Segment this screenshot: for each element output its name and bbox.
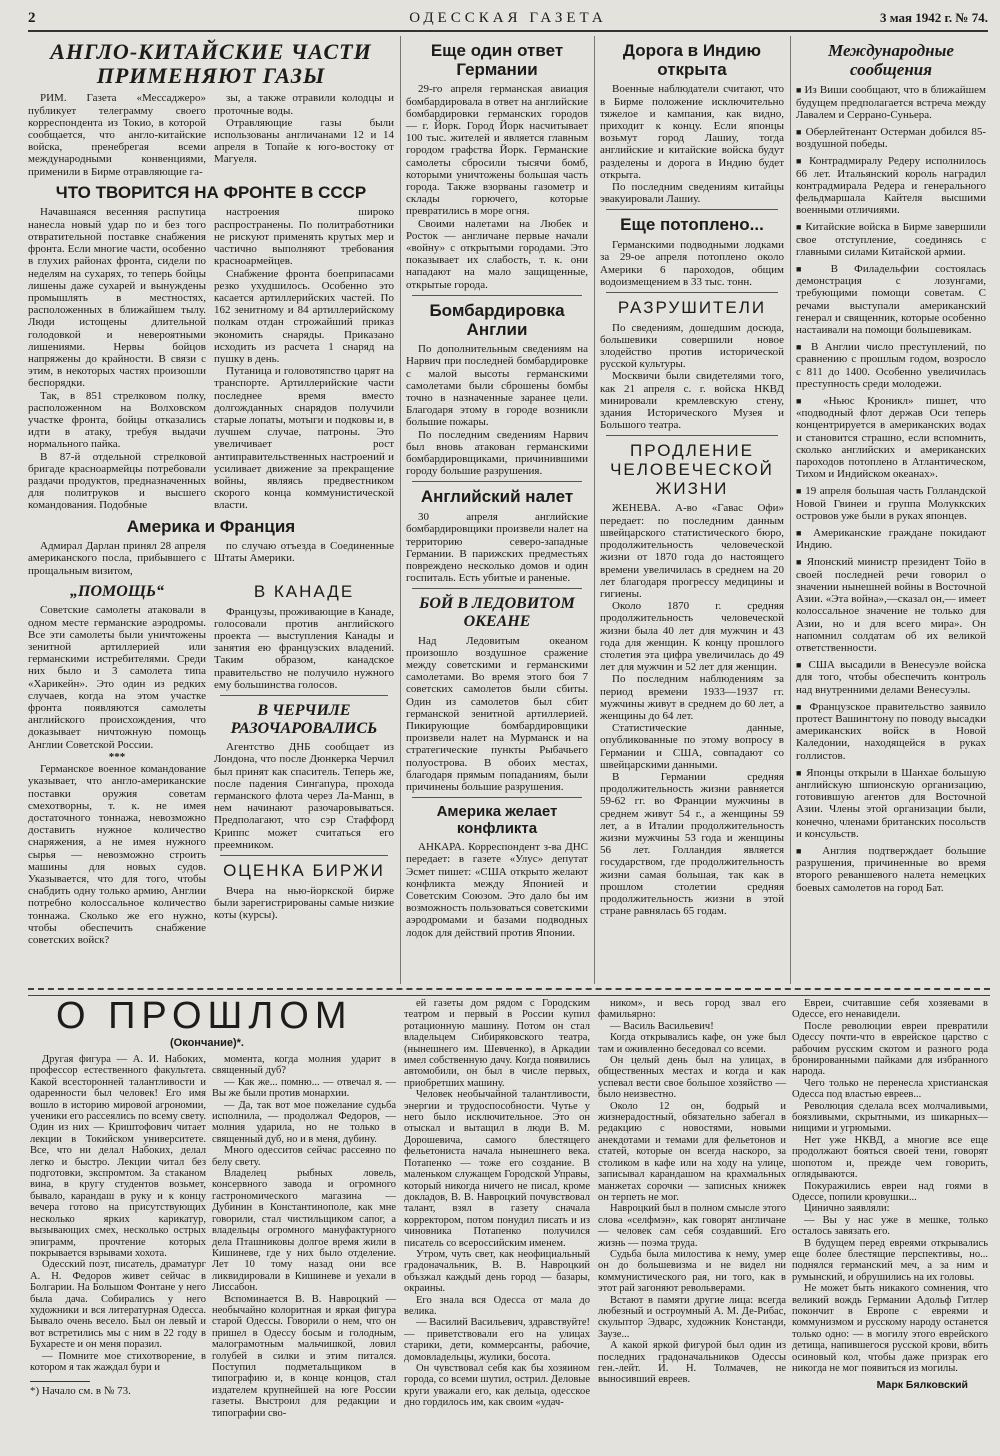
paragraph: В 87-й отдельной стрелковой бригаде красноармейцы потребовали раздачи продуктов, предназначенных для политруков и высшего командования. Подобные — [28, 450, 206, 512]
paragraph: РИМ. Газета «Мессаджеро» публикует телеграмму своего корреспондента из Токио, в которой сообщается, что англо-китайские войска, пренебрегая всеми международными конвенциями, применили в Бирме отравляющие га- — [28, 92, 206, 178]
paragraph: Другая фигура — А. И. Набоких, профессор естественного факультета. Какой всесторонней талантливости и одаренности был человек! Его имя вошло в историю мировой агрономии, ученики его рассеялись по всему свету. Один из них — Криштофович читает лекции в Токийском университете. Все, что ни делал Набоких, делал легко и быстро. Лекции читал без подготовки, экспромтом. За стаканом вина, в кругу студентов возьмет, бывало, карандаш в руку и к концу вечера готово на присутствующих несколько ярких карикатур, вызывающих смех, несколько острых эпиграмм, прочтение которых покрывается взрывами хохота. — [30, 1054, 206, 1259]
article-body — [28, 763, 206, 946]
article-headline: Еще один ответ Германии — [430, 41, 564, 79]
article-body — [600, 83, 784, 205]
paragraph: Одесский поэт, писатель, драматург А. Н. Федоров живет сейчас в Болгарии. На Большом Фонтане у него была дача. Собирались у него художники и вся литературная Одесса. Бывало очень весело. Был он левый и вот встретились мы с ним в 22 году в Бухаресте и он меня поразил. — [30, 1259, 206, 1351]
paragraph: Встают в памяти другие лица: всегда любезный и остроумный А. М. Де-Рибас, скульптор Эдварс, художник Констанди, Заузе... — [598, 1294, 786, 1340]
paragraph: ЖЕНЕВА. А-во «Гавас Офи» передает: по последним данным швейцарского статистического бюро, продолжительность человеческой жизни от 1870 года до настоящего времени увеличилась в среднем на 20 лет благодаря прогрессу медицины и гигиены. — [600, 502, 784, 600]
article-headline: Америка желает конфликта — [436, 803, 558, 837]
paragraph: АНКАРА. Корреспондент з-ва ДНС передает: в газете «Улус» депутат Эсмет пишет: «США открыто желают конфликта между Японией и Советским Союзом. Это дало бы им возможность пользоваться советскими аэродромами и базами подводных лодок для действий против Японии. — [406, 841, 588, 939]
paragraph: Советские самолеты атаковали в одном месте германские аэродромы. Все эти самолеты были уничтожены зенитной артиллерией или германскими истребителями. Среди них было и 3 самолета типа «Харикейн». Это один из редких случаев, когда на этом участке фронта появляются самолеты английского происхождения, что доказывает ничтожную помощь Англии Советской России. — [28, 604, 206, 751]
paragraph: ■ Контрадмиралу Редеру исполнилось 66 лет. Итальянский король наградил контрадмирала Редера и генерального фельдмаршала Кайтеля высшими военными отличиями. — [796, 155, 986, 216]
paragraph: В Германии средняя продолжительность жизни равняется 59-62 гг. во Франции мужчины в среднем живут 54 г., а женщины 59 лет, а в Италии продолжительность жизни мужчины 53 года и женщины 56 лет. Голландия является государством, где продолжительность жизни самая большая, так как в прошлом столетии средняя продолжительность жизни в этой стране равнялась 65 годам. — [600, 770, 784, 918]
article-headline: Международные сообщения — [828, 41, 954, 79]
paragraph: ей газеты дом рядом с Городским театром и первый в России купил ротационную машину. Потом он стал владельцем Сибиряковского театра, (нынешнего им. Шевченко), в Аркадии имел собственную дачу. Когда появились автомобили, он был в числе первых, приобретших машину. — [404, 998, 590, 1089]
article-body — [212, 1054, 396, 1419]
paragraph: ■ Китайские войска в Бирме завершили свое отступление, соединясь с главными силами Китайской армии. — [796, 221, 986, 258]
paragraph: Так, в 851 стрелковом полку, расположенном на Волховском участке фронта, бойцы отказались идти в атаку, требуя выдачи нормального пайка. — [28, 389, 206, 451]
article-body — [28, 206, 206, 511]
paragraph: Французы, проживающие в Канаде, голосовали против английского проекта — выступления Канады и занятия ею французских владений. Таким образом, канадское правительство не получило нужного ему большинства голосов. — [214, 605, 394, 691]
article-body — [406, 635, 588, 794]
front-article — [28, 206, 394, 511]
past-col3 — [404, 998, 590, 1409]
article-body — [214, 92, 394, 165]
paragraph: После революции евреи превратили Одессу почти-что в еврейское царство с рабочим русским скотом и разного рода бронированными пайками для избранного народа. — [792, 1020, 988, 1078]
article-body — [214, 741, 394, 851]
paragraph: По последним сведениям китайцы эвакуировали Лашиу. — [600, 181, 784, 206]
paragraph: Судьба была милостива к нему, умер он до большевизма и не видел ни коммунистического рая, ни того, как в этот рай загоняют револьверами. — [598, 1248, 786, 1295]
paragraph: Статистические данные, опубликованные по этому вопросу в Германии и США, совпадают со швейцарскими данными. — [600, 722, 784, 771]
paragraph: ■ Оберлейтенант Остерман добился 85-воздушной победы. — [796, 126, 986, 150]
article-body — [406, 841, 588, 939]
article-body — [214, 885, 394, 922]
help-article — [28, 577, 206, 946]
past-col5 — [792, 998, 988, 1392]
paragraph: Когда открывались кафе, он уже был там и оживленно беседовал со всеми. — [598, 1032, 786, 1055]
author-signature: Марк Бялковский — [876, 1379, 968, 1392]
paragraph: ■ Из Виши сообщают, что в ближайшем будущем предполагается встреча между Лавалем и Серрано-Суньера. — [796, 84, 986, 121]
article-body — [406, 511, 588, 584]
paragraph: Революция сделала всех молчаливыми, боязливыми, скрытными, из шикарных—нищими и угрюмыми. — [792, 1100, 988, 1135]
paragraph: Адмирал Дарлан принял 28 апреля американского посла, прибывшего с прощальным визитом, — [28, 540, 206, 577]
divider — [412, 481, 582, 482]
divider — [606, 209, 778, 210]
article-body — [600, 322, 784, 432]
article-body — [214, 540, 394, 564]
gases-article — [28, 92, 394, 177]
article-headline: В ЧЕРЧИЛЕ РАЗОЧАРОВАЛИСЬ — [230, 701, 378, 737]
paragraph: Начавшаяся весенняя распутица нанесла новый удар по и без того отвратительной поставке снабжения фронта. Если многие части, особенно в глухих районах фронта, сидели по неделям на сухарях, то теперь бойцы лишены даже сухарей и вынуждены промышлять в местностях, расположенных в ближайшем тылу. Люди истощены длительной голодовкой и невероятными лишениями. Нервы бойцов напряжены до крайности. В связи с этим, в некоторых частях произошли беспорядки. — [28, 206, 206, 390]
paragraph: — Василий Васильевич, здравствуйте! — приветствовали его на улицах старики, дети, коммерсанты, рабочие, домовладельцы, жулики, босота. — [404, 1317, 590, 1363]
paragraph: Евреи, считавшие себя хозяевами в Одессе, его ненавидели. — [792, 998, 988, 1021]
divider — [606, 292, 778, 293]
paragraph: Над Ледовитым океаном произошло воздушное сражение между советскими и германскими самолетами. Во время этого боя 7 советских самолетов были сбиты. Один из самолетов был сбит германской зенитной артиллерией. Пикирующие бомбардировщики произвели налет на Мурманск и на стратегические пункты Рыбачьего полуострова. В обоих местах, благодаря прямым попаданиям, были причинены большие разрушения. — [406, 634, 588, 793]
article-body — [214, 206, 394, 511]
divider — [220, 855, 388, 856]
paragraph: Отравляющие газы были использованы англичанами 12 и 14 апреля в Топайе к юго-востоку от Магуеля. — [214, 116, 394, 166]
paragraph: Вчера на нью-йоркской бирже были зарегистрированы самые низкие коты (курсы). — [214, 884, 394, 922]
page-number: 2 — [28, 10, 36, 26]
article-headline: БОЙ В ЛЕДОВИТОМ ОКЕАНЕ — [419, 595, 575, 630]
paragraph: ■ США высадили в Венесуэле войска для того, чтобы обеспечить контроль над внутренними делами Венесуэлы. — [796, 659, 986, 696]
article-body — [796, 84, 986, 893]
paragraph: ■ В Филадельфии состоялась демонстрация с лозунгами, требующими помощи советам. С речами выступали американский генерал и священник, которые особенно настаивали на помощи большевикам. — [796, 263, 986, 336]
article-headline: Дорога в Индию открыта — [622, 41, 762, 79]
article-body — [406, 83, 588, 290]
paragraph: По сведениям, дошедшим досюда, большевики совершили новое злодейство против исторической русской культуры. — [600, 321, 784, 371]
past-col1 — [30, 1054, 206, 1398]
paragraph: Владелец рыбных ловель, консервного завода и огромного гастрономического магазина — Дубинин в Константинополе, как мне говорили, стал чистильщиком сапог, а владельцы огромного мануфактурного дела Пташниковы долгое время жили в Кишиневе, где у них было отделение. Лет 10 тому назад они все ликвидировали в Кишиневе и уехали в Лиссабон. — [212, 1168, 396, 1294]
footnote: *) Начало см. в № 73. — [30, 1385, 131, 1398]
article-body — [28, 604, 206, 750]
article-body — [792, 998, 988, 1374]
col2-lower — [214, 577, 394, 921]
paragraph: По дополнительным сведениям на Нарвич при последней бомбардировке с малой высоты германскими самолетами были сброшены бомбы точно в назначенные заранее цели. Благодаря этому в городе возникли большие пожары. — [406, 343, 588, 429]
article-body — [28, 540, 206, 577]
paragraph: ■ Японцы открыли в Шанхае большую английскую шпионскую организацию, готовившую агентов для Восточной Азии. Члены этой организации были, конечно, членами британских посольств и консульств. — [796, 767, 986, 840]
col4 — [600, 36, 784, 917]
paragraph: Вспоминается В. В. Навроцкий — необычайно колоритная и яркая фигура старой Одессы. Говорили о нем, что он пришел в Одессу босым и голодным, малограмотным мальчишкой, ловил голубей в силки и этим питался. Поступил подметальщиком в типографию и, в конце концов, стал издателем крупнейшей на юге России газеты. Выстроил для редакции и типографии сво- — [212, 1293, 396, 1419]
paragraph: По последним наблюдениям за период времени 1933—1937 гг. мужчины живут в среднем до 60 лет, а женщины до 64 лет. — [600, 673, 784, 722]
paragraph: — Помните мое стихотворение, в котором я так жаждал бури и — [30, 1350, 206, 1373]
paragraph: Около 1870 г. средняя продолжительность человеческой жизни была 40 лет для мужчин и 43 года для женщин. К концу прошлого столетия эта цифра увеличилась до 49 лет для мужчин и 52 лет для женщин. — [600, 600, 784, 674]
paragraph: Военные наблюдатели считают, что в Бирме положение исключительно тяжелое и кампания, как видно, приходит к концу. Если японцы возьмут город Лашиу, тогда английские и китайские войска будут разделены и дорога в Индию будет открыта. — [600, 83, 784, 181]
issue-date: 3 мая 1942 г. № 74. — [879, 10, 988, 25]
paragraph: настроения широко распространены. По политработники не рискуют применять крутых мер и частично выполняют требования красноармейцев. — [214, 206, 394, 268]
paragraph: Нет уже НКВД, а многие все еще продолжают бояться своей тени, говорят шопотом и, прежде чем говорить, оглядываются. — [792, 1134, 988, 1181]
article-headline: Америка и Франция — [126, 516, 296, 536]
newspaper-title: ОДЕССКАЯ ГАЗЕТА — [409, 10, 607, 26]
paragraph: Он чувствовал себя как бы хозяином города, со всеми шутил, острил. Деловые круги уважали его, как дельца, одесское дно гордилось им, как своим «удач- — [404, 1363, 590, 1409]
paragraph: Он целый день был на улицах, в общественных местах и когда и как успевал вести свое большое хозяйство — было неизвестно. — [598, 1055, 786, 1101]
article-headline: РАЗРУШИТЕЛИ — [617, 297, 767, 317]
paragraph: Цинично заявляли: — [804, 1203, 890, 1215]
paragraph: зы, а также отравили колодцы и проточные воды. — [214, 92, 394, 117]
left-lower-row — [28, 577, 394, 946]
paragraph: ■ В Англии число преступлений, по сравнению с прошлым годом, возросло с 811 до 1400. Особенно увеличилась преступность среди молодежи. — [796, 341, 986, 390]
article-headline: Еще потоплено... — [620, 215, 764, 235]
column-divider — [790, 36, 791, 984]
article-headline: АНГЛО-КИТАЙСКИЕ ЧАСТИ ПРИМЕНЯЮТ ГАЗЫ — [50, 39, 372, 89]
paragraph: Навроцкий был в полном смысле этого слова «селфмэн», как говорят англичане — человек сам себя создавший. Его жизнь — поэма труда. — [598, 1203, 786, 1249]
article-body — [214, 606, 394, 691]
paragraph: — Василь Васильевич! — [610, 1020, 714, 1032]
separator-stars: *** — [108, 750, 126, 763]
paragraph: ■ 19 апреля большая часть Голландской Новой Гвинеи и группа Молуккских островов уже были в руках японцев. — [796, 485, 986, 522]
masthead — [28, 8, 988, 32]
divider — [412, 295, 582, 296]
paragraph: Человек необычайной талантливости, энергии и трудоспособности. Чутье у него было исключительное. Это он отыскал и вытащил в люди В. М. Дорошевича, самого блестящего фельетониста начала нынешнего века. Потапенко — тоже его создание. В маленьком служащем Городской Управы, который никогда ничего не писал, кроме докладов, В. В. Навроцкий почувствовал талант, взял в газету сначала корректором, потом понудил писать и из чиновника Потапенко получился писатель со всероссийским именем. — [404, 1089, 590, 1249]
article-headline: Английский налет — [420, 487, 574, 507]
paragraph: Около 12 он, бодрый и жизнерадостный, обязательно забегал в редакцию с новостями, новыми анекдотами и темами для фельетонов и статей, которые он всегда наскоро, за столиком в кафе или на ходу на улице, записывал карандашом на крахмальных манжетах сорочки — записных книжек он терпеть не мог. — [598, 1100, 786, 1203]
col3 — [406, 36, 588, 939]
feature-subtitle: (Окончание)*. — [170, 1037, 244, 1049]
article-body — [30, 1054, 206, 1373]
paragraph: 29-го апреля германская авиация бомбардировала в ответ на английские бомбардировки германских городов — г. Йорк. Город Йорк насчитывает 100 тыс. жителей и является главным городом графства Йорк. Германские самолеты сбросили тысячи бомб, которыми уничтожены большая часть города. Также взорваны газометр и склады горючего, которые превратились в море огня. — [406, 83, 588, 218]
divider — [412, 588, 582, 589]
article-headline: „ПОМОЩЬ“ — [70, 582, 164, 600]
paragraph: Германское военное командование указывает, что англо-американские поставки оружия советам смехотворны, т. к. не имея достаточного тоннажа, невозможно доставить нужное количество снаряжения, а не имея нужного сырья — невозможно строить машины для новых судов. Указывается, что для того, чтобы снабдить одну только армию, Англии потребно колоссальное количество тоннажа. Сколько же его нужно, чтобы обеспечить снабжение советских войск? — [28, 763, 206, 946]
paragraph: 30 апреля английские бомбардировщики произвели налет на территорию северо-западные Германии. В парижских предместьях повреждено несколько домов и один госпиталь. Есть убитые и раненые. — [406, 511, 588, 585]
article-body — [404, 998, 590, 1409]
left-double-column — [28, 34, 394, 946]
america-france-article — [28, 540, 394, 577]
article-headline: ОЦЕНКА БИРЖИ — [223, 860, 385, 880]
paragraph: В будущем перед евреями открывались еще более блестящие перспективы, но... поднялся германский меч, а за ним и румынский, и обрушились на их головы. — [792, 1237, 988, 1283]
paragraph: ■ Французское правительство заявило протест Вашингтону по поводу высадки американских войск в Новой Каледонии, находящейся в руках голлистов. — [796, 701, 986, 762]
article-body — [406, 343, 588, 477]
article-headline: ЧТО ТВОРИТСЯ НА ФРОНТЕ В СССР — [55, 182, 367, 202]
feature-title: О ПРОШЛОМ — [56, 995, 353, 1037]
article-headline: ПРОДЛЕНИЕ ЧЕЛОВЕЧЕСКОЙ ЖИЗНИ — [610, 441, 774, 498]
footnote-rule — [30, 1381, 90, 1382]
past-col2 — [212, 1054, 396, 1419]
article-body — [600, 502, 784, 917]
article-body — [600, 239, 784, 288]
divider — [606, 435, 778, 436]
paragraph: По последним сведениям Нарвич был вновь атакован германскими бомбардировщиками, причинившими городу большие разрушения. — [406, 428, 588, 478]
paragraph: — Вы у нас уже в мешке, только осталось завязать его. — [792, 1214, 988, 1238]
paragraph: Утром, чуть свет, как неофициальный градоначальник, В. В. Навроцкий объзжал каждый день город — базары, окраины. — [404, 1248, 590, 1295]
paragraph: по случаю отъезда в Соединенные Штаты Америки. — [214, 540, 394, 565]
paragraph: ■ «Ньюс Кроникл» пишет, что «подводный флот держав Оси теперь концентрируется в американских водах и становится страшно, если вспомнить, сколько английских и американских пароходов потоплено в Атлантическом, Тихом и Индийском океанах». — [796, 395, 986, 480]
paragraph: ■ Японский министр президент Тойо в своей последней речи говорил о значении нынешней войны в Восточной Азии. «Эта война»,—сказал он,— имеет колоссальное значение не только для Азии, но и для всего мира». Он напомнил солдатам об их великой ответственности. — [796, 556, 986, 654]
article-body — [598, 998, 786, 1386]
paragraph: Своими налетами на Любек и Росток — англичане первые начали «войну» с открытыми городами. Это показывает их слабость, т. к. они нападают на мало защищенные, открытые города. — [406, 217, 588, 291]
column-divider — [400, 36, 401, 984]
paragraph: Его знала вся Одесса от мала до велика. — [404, 1294, 590, 1317]
paragraph: момента, когда молния ударит в священный дуб? — [212, 1054, 396, 1077]
paragraph: ■ Англия подтверждает большие разрушения, причиненные во время второго реваншевого налета немецких боевых самолетов на город Бат. — [796, 845, 986, 894]
divider — [412, 797, 582, 798]
article-headline: Бомбардировка Англии — [429, 300, 565, 339]
paragraph: Чего только не перенесла христианская Одесса под властью евреев... — [792, 1077, 988, 1101]
paragraph: Москвичи были свидетелями того, как 21 апреля с. г. войска НКВД минировали кремлевскую стену, здания Исторического Музея и Большого театра. — [600, 370, 784, 432]
paragraph: А какой яркой фигурой был один из последних градоначальников Одессы ген.-лейт. И. Н. Толмачев, не выносивший евреев. — [598, 1340, 786, 1386]
paragraph: — Да, так вот мое пожелание судьба исполнила, — продолжал Федоров, — молния ударила, но не только в священный дуб, но и в меня, дубину. — [212, 1099, 396, 1145]
article-headline: В КАНАДЕ — [253, 581, 355, 601]
paragraph: Агентство ДНБ сообщает из Лондона, что после Дюнкерка Черчил был принят как спаситель. Теперь же, после падения Сингапура, прохода германского флота через Ла-Манш, в нем начинают разочаровываться. Предполагают, что сэр Стаффорд Криппс может считаться его преемником. — [214, 741, 394, 851]
col5 — [796, 36, 986, 894]
paragraph: Снабжение фронта боеприпасами резко ухудшилось. Особенно это касается артиллерийских частей. По 162 зенитному и 84 артиллерийскому полкам отдан строжайший приказ экономить снаряды. Приказано исходить из расчета 1 снаряд на пушку в день. — [214, 267, 394, 365]
article-body — [28, 92, 206, 177]
paragraph: Покуражились евреи над гоями в Одессе, попили кровушки... — [792, 1180, 988, 1203]
divider — [220, 695, 388, 696]
past-col4 — [598, 998, 786, 1386]
paragraph: Германскими подводными лодками за 29-ое апреля потоплено около Америки 6 пароходов, общим водоизмещением в 33 тыс. тонн. — [600, 239, 784, 288]
paragraph: Путаница и головотяпство царят на транспорте. Артиллерийские части последнее время вместо долгожданных снарядов получили старые лопаты, мотыги и подковы и, в лучшем случае, патроны. Это увеличивает рост антиправительственных настроений и усиливает движение за прекращение войны, являясь предвестником скорого конца коммунистической власти. — [214, 365, 394, 512]
paragraph: ■ Американские граждане покидают Индию. — [796, 527, 986, 551]
paragraph: ником», и весь город звал его фамильярно: — [598, 998, 786, 1021]
column-divider — [594, 36, 595, 984]
paragraph: Не может быть никакого сомнения, что великий вождь Германии Адольф Гитлер покончит в Европе с евреями и коммунизмом и русскому народу останется только одно: — в могилу этого еврейского детища, напившегося русской крови, вбить осиновый кол, чтобы даже призрак его никогда не мог появиться из могилы. — [792, 1283, 988, 1374]
paragraph: Много одесситов сейчас рассеяно по белу свету. — [212, 1145, 396, 1168]
paragraph: — Как же... помню... — отвечал я. — Вы же были против монархии. — [212, 1076, 396, 1100]
